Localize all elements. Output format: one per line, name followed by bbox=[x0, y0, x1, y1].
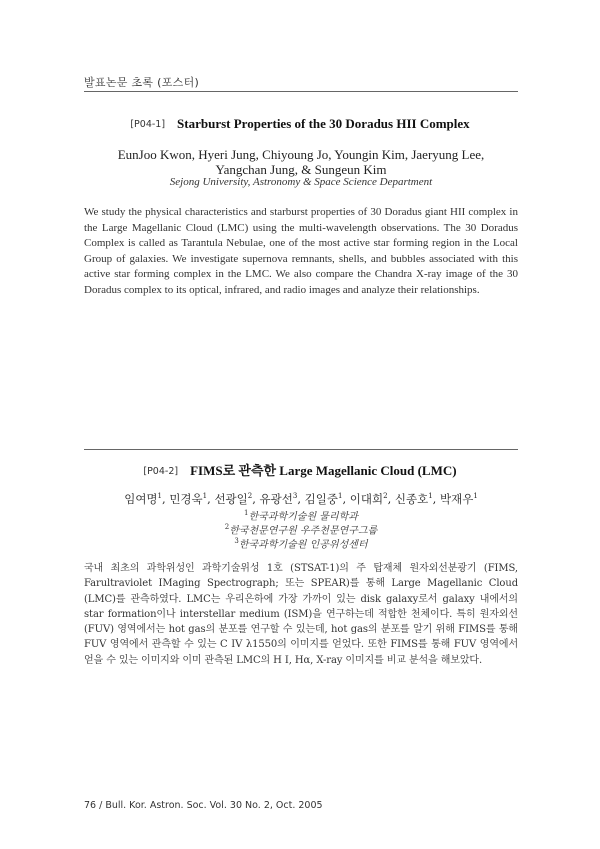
author-sup: 2 bbox=[383, 492, 388, 501]
section-label: 발표논문 초록 (포스터) bbox=[84, 76, 200, 89]
author-sup: 1 bbox=[202, 492, 208, 501]
author-sup: 1 bbox=[428, 492, 433, 501]
abstract-1-body: We study the physical characteristics and starburst properties of 30 Doradus giant HII complex in the Large Magellanic Cloud (LMC) using the multi-wavelength observations. The 30 Doradus Complex is called as Tarantula Nebulae, one of the most active star forming region in the Local Group of galaxies. We investigate supernova remnants, shells, and bubbles associated with this active star forming complex in the LMC. We also compare the Chandra X-ray image of the 30 Doradus complex to its optical, infrared, and radio images and analyze their relationships. bbox=[84, 206, 518, 296]
author-name: 신종호 bbox=[394, 492, 429, 506]
author-name: 임여명 bbox=[124, 492, 158, 506]
abstract-1-authors-line2: Yangchan Jung, & Sungeun Kim bbox=[215, 162, 387, 177]
author-name: 선광일 bbox=[214, 492, 248, 506]
abstract-2-authors: 임여명$^1$, 민경욱$^1$, 선광일$^2$, 유광선$^3$, 김일중$^1$, 이대희$^2$, 신종호$^1$, 박재우$^1$ bbox=[124, 492, 478, 506]
affiliation-sup: 1 bbox=[244, 509, 249, 517]
abstract-1-code: [P04-1] bbox=[130, 119, 166, 130]
abstract-2-title: FIMS로 관측한 Large Magellanic Cloud (LMC) bbox=[190, 463, 457, 478]
affiliation-sup: 2 bbox=[224, 523, 230, 531]
abstract-1-heading bbox=[0, 115, 600, 133]
abstract-1-authors-line1: EunJoo Kwon, Hyeri Jung, Chiyoung Jo, Youngin Kim, Jaeryung Lee, bbox=[117, 147, 485, 162]
author-sup: 2 bbox=[247, 492, 253, 501]
abstract-1-title: Starburst Properties of the 30 Doradus HII Complex bbox=[177, 116, 470, 131]
affiliation-name: 한국과학기술원 인공위성센터 bbox=[238, 539, 368, 551]
author-name: 이대희 bbox=[349, 492, 384, 506]
author-sup: 3 bbox=[292, 492, 298, 501]
abstract-1-affiliation: Sejong University, Astronomy & Space Science Department bbox=[169, 176, 433, 188]
page-footer-citation: 76 / Bull. Kor. Astron. Soc. Vol. 30 No. 2, Oct. 2005 bbox=[84, 800, 323, 811]
abstract-1-authors bbox=[84, 146, 518, 179]
affiliation-sup: 3 bbox=[234, 537, 239, 545]
author-name: 박재우 bbox=[439, 492, 474, 506]
author-sup: 1 bbox=[337, 492, 343, 501]
author-sup: 1 bbox=[473, 492, 478, 501]
header-rule bbox=[84, 91, 518, 92]
abstract-2-affiliation-3 bbox=[84, 534, 518, 552]
affiliation-name: 한국천문연구원 우주천문연구그룹 bbox=[229, 525, 378, 537]
abstract-2-heading bbox=[0, 460, 600, 480]
affiliation-name: 한국과학기술원 물리학과 bbox=[248, 511, 358, 523]
author-name: 민경욱 bbox=[169, 492, 203, 506]
section-divider bbox=[84, 449, 518, 450]
abstract-2-body: 국내 최초의 과학위성인 과학기술위성 1호 (STSAT-1)의 주 탑재체 원자외선분광기 (FIMS, Farultraviolet IMaging Spectrograph; 또는 SPEAR)를 통해 Large Magellanic Cloud (LMC)를 관측하였다. LMC는 우리은하에 가장 가까이 있는 disk galaxy로서 galaxy 내에서의 star formation이나 interstellar medium (ISM)을 연구하는데 적합한 천체이다. 특히 원자외선 (FUV) 영역에서는 hot gas의 분포를 연구할 수 있는데, hot gas의 분포를 알기 위해 FIMS를 통해 FUV 영역에서 관측할 수 있는 C IV λ1550의 이미지를 얻었다. 또한 FIMS를 통해 FUV 영역에서 얻을 수 있는 이미지와 이미 관측된 LMC의 H I, Hα, X-ray 이미지를 비교 분석을 해보았다. bbox=[84, 563, 518, 666]
abstract-2-code: [P04-2] bbox=[143, 466, 179, 477]
author-name: 유광선 bbox=[259, 492, 293, 506]
author-sup: 1 bbox=[157, 492, 163, 501]
author-name: 김일중 bbox=[304, 492, 338, 506]
